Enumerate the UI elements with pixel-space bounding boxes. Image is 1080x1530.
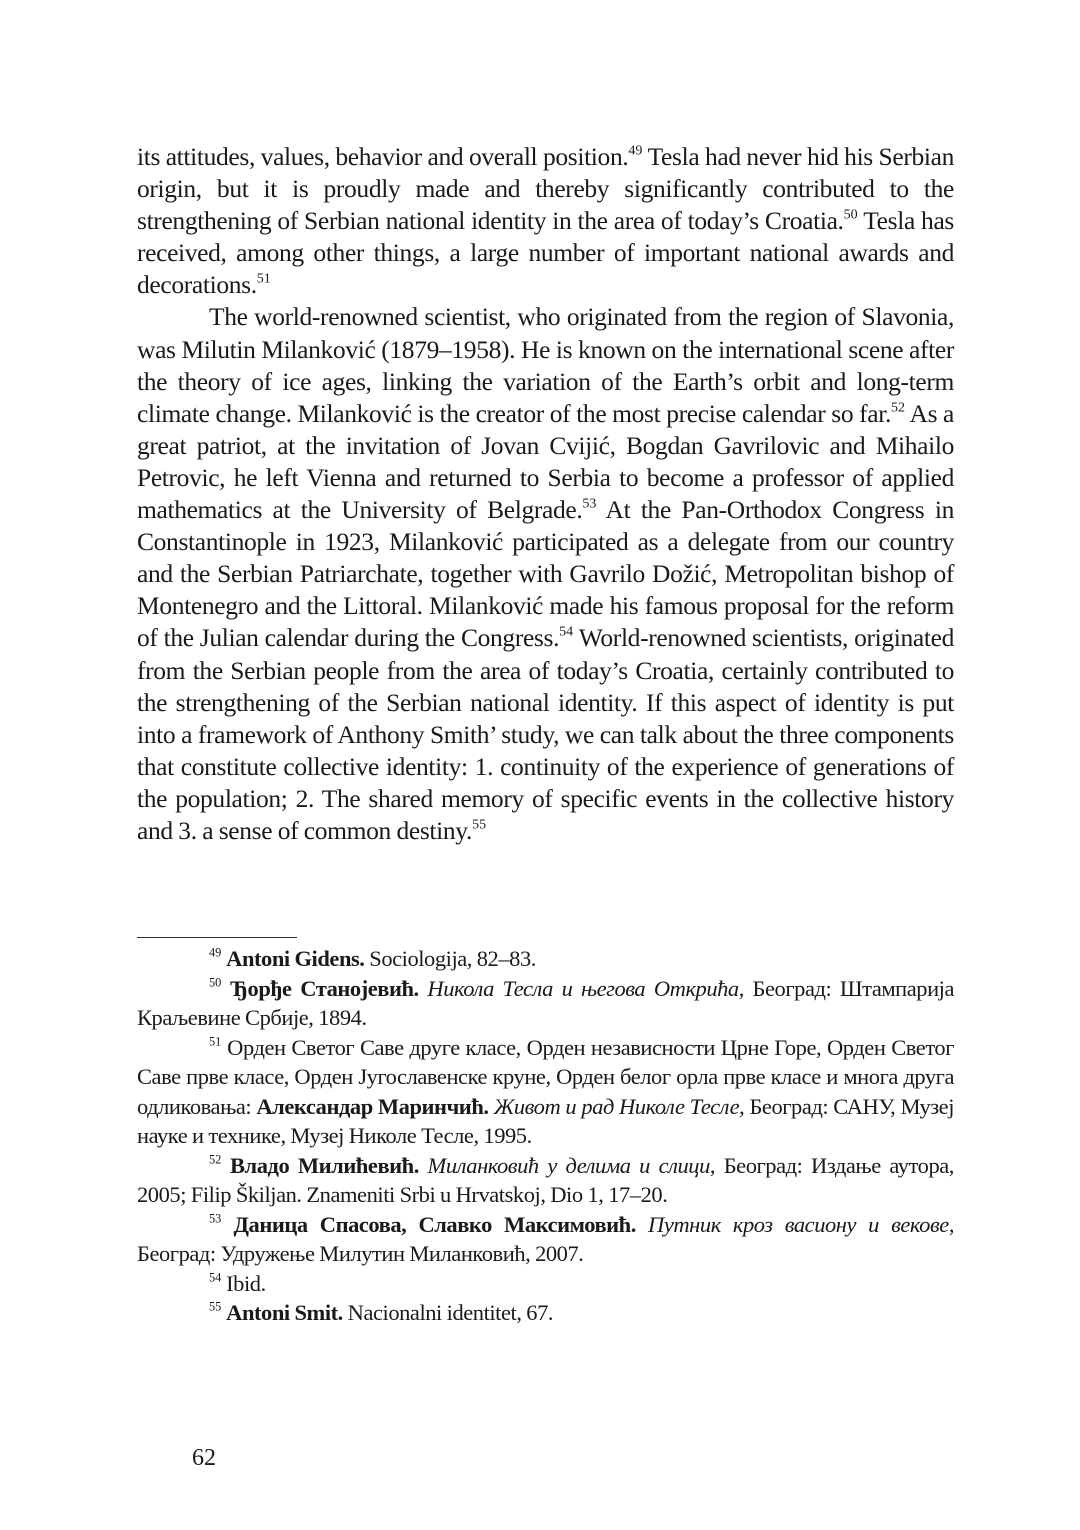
paragraph xyxy=(137,301,954,847)
author-name: Владо Милићевић. xyxy=(229,1152,419,1178)
footnote-51 xyxy=(137,1033,954,1151)
footnote-49 xyxy=(137,944,954,974)
footnote-reference[interactable]: 53 xyxy=(582,496,597,512)
work-title: Живот и рад Николе Тесле xyxy=(493,1093,740,1119)
footnote-reference[interactable]: 54 xyxy=(559,624,574,640)
footnote-reference[interactable]: 55 xyxy=(472,817,487,833)
text-run: Tesla has received, among other things, a large number of important national awards and decorations. xyxy=(137,206,954,300)
footnote-50 xyxy=(137,974,954,1033)
author-name: Antoni Smit. xyxy=(226,1300,343,1325)
work-title: Никола Тесла и његова Открића xyxy=(427,975,739,1001)
footnote-number: 55 xyxy=(209,1299,222,1314)
text-run: Sociologija, 82–83. xyxy=(364,946,536,971)
footnote-52 xyxy=(137,1151,954,1210)
footnote-reference[interactable]: 51 xyxy=(256,271,271,287)
text-run: , Београд: Издање аутора, 2005; Filip Škiljan. Znameniti Srbi u Hrvatskoj, Dio 1, 17–20. xyxy=(137,1152,954,1207)
text-run: Tesla had never hid his Serbian origin, but it is proudly made and thereby significantly contributed to the strengthening of Serbian national identity in the area of today’s Croatia. xyxy=(137,142,955,236)
footnote-number: 50 xyxy=(209,975,222,990)
paragraph xyxy=(137,141,954,301)
author-name: Ђорђе Станојевић. xyxy=(230,975,419,1001)
footnote-reference[interactable]: 50 xyxy=(843,207,858,223)
text-run: its attitudes, values, behavior and overall position. xyxy=(137,142,629,171)
footnote-54 xyxy=(137,1269,954,1299)
footnote-53 xyxy=(137,1210,954,1269)
text-run: Ibid. xyxy=(226,1270,266,1296)
text-run: Орден Светог Саве друге класе, Орден независности Црне Горе, Орден Светог Саве прве класе, Орден Југославенске круне, Орден белог орла прве класе и многа друга одликовања: xyxy=(137,1034,955,1119)
page-body xyxy=(137,141,954,847)
footnote-55 xyxy=(137,1298,954,1328)
footnotes-section xyxy=(137,944,954,1328)
author-name: Александар Маринчић. xyxy=(256,1093,489,1119)
footnote-number: 51 xyxy=(209,1034,222,1049)
footnote-reference[interactable]: 49 xyxy=(628,143,643,159)
author-name: Даница Спасова, Славко Максимовић. xyxy=(233,1211,636,1237)
text-run xyxy=(636,1212,648,1237)
footnote-number: 49 xyxy=(209,945,222,960)
text-run: World-renowned scientists, originated from the Serbian people from the area of today’s Croatia, certainly contributed to the strengthening of the Serbian national identity. If this aspect of identity is put into a framework of Anthony Smith’ study, we can talk about the three components that constitute collective identity: 1. continuity of the experience of generations of the population; 2. The shared memory of specific events in the collective history and 3. a sense of common destiny. xyxy=(137,623,954,845)
footnote-separator xyxy=(137,937,297,938)
page-number: 62 xyxy=(192,1445,216,1471)
footnote-reference[interactable]: 52 xyxy=(891,400,906,416)
work-title: Миланковић у делима и слици xyxy=(427,1152,710,1178)
text-run: , Београд: САНУ, Музеј науке и технике, Музеј Николе Тесле, 1995. xyxy=(137,1093,955,1148)
text-run: As a great patriot, at the invitation of Jovan Cvijić, Bogdan Gavrilovic and Mihailo Petrovic, he left Vienna and returned to Serbia to become a professor of applied mathematics at the University of Belgrade. xyxy=(137,398,954,525)
footnote-number: 54 xyxy=(209,1270,222,1285)
work-title: Путник кроз васиону и векове xyxy=(648,1211,949,1237)
text-run: At the Pan-Orthodox Congress in Constantinople in 1923, Milanković participated as a delegate from our country and the Serbian Patriarchate, together with Gavrilo Dožić, Metropolitan bishop of Montenegro and the Littoral. Milanković made his famous proposal for the reform of the Julian calendar during the Congress. xyxy=(137,495,954,653)
text-run: , Београд: Штампарија Краљевине Србије, 1894. xyxy=(137,975,954,1030)
author-name: Antoni Gidens. xyxy=(226,946,365,971)
footnote-number: 53 xyxy=(209,1211,222,1226)
text-run xyxy=(419,1153,428,1178)
body-text xyxy=(137,141,954,847)
text-run: , Београд: Удружење Милутин Миланковић, 2007. xyxy=(137,1211,954,1266)
text-run: Nacionalni identitet, 67. xyxy=(342,1300,554,1325)
footnote-number: 52 xyxy=(209,1152,222,1167)
text-run: The world-renowned scientist, who originated from the region of Slavonia, was Milutin Milanković (1879–1958). He is known on the international scene after the theory of ice ages, linking the variation of the Earth’s orbit and long-term climate change. Milanković is the creator of the most precise calendar so far. xyxy=(137,302,954,428)
